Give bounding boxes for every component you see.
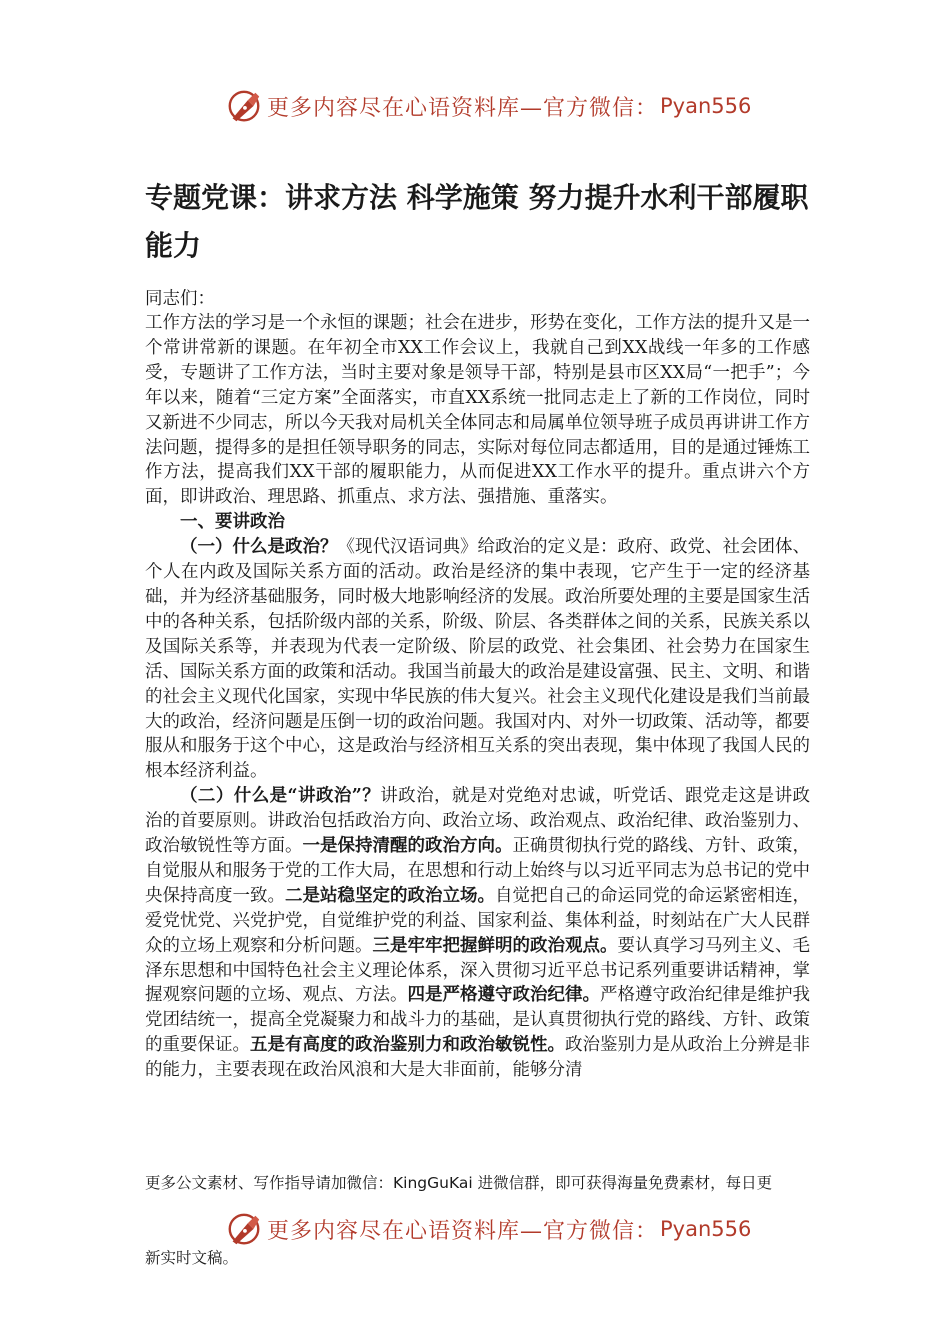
point-5-text: 政治鉴别力是从政治上分辨是非的能力，主要表现在政治风浪和大是大非面前，能够分清 (145, 1035, 810, 1081)
pen-nib-logo-icon (225, 1210, 263, 1248)
section-heading-text: 一、要讲政治 (180, 512, 285, 533)
banner-slogan: 更多内容尽在心语资料库—官方微信： (267, 95, 659, 121)
document-body (145, 311, 810, 1083)
header-banner (225, 86, 751, 126)
paragraph-2-text: 讲政治，就是对党绝对忠诚，听党话、跟党走这是讲政治的首要原则。讲政治包括政治方向、政治立场、政治观点、政治纪律、政治鉴别力、政治敏锐性等方面。 (145, 786, 810, 857)
intro-paragraph: 工作方法的学习是一个永恒的课题；社会在进步，形势在变化，工作方法的提升又是一个常讲常新的课题。在年初全市XX工作会议上，我就自己到XX战线一年多的工作感受，专题讲了工作方法，当时主要对象是领导干部，特别是县市区XX局“一把手”；今年以来，随着“三定方案”全面落实，市直XX系统一批同志走上了新的工作岗位，同时又新进不少同志，所以今天我对局机关全体同志和局属单位领导班子成员再讲讲工作方法问题，提得多的是担任领导职务的同志，实际对每位同志都适用，目的是通过锤炼工作方法，提高我们XX干部的履职能力，从而促进XX工作水平的提升。重点讲六个方面，即讲政治、理思路、抓重点、求方法、强措施、重落实。 (145, 313, 810, 508)
point-2-text: 自觉把自己的命运同党的命运紧密相连，爱党忧党、兴党护党，自觉维护党的利益、国家利益、集体利益，时刻站在广大人民群众的立场上观察和分析问题。 (145, 885, 810, 956)
paragraph-1-text: 《现代汉语词典》给政治的定义是：政府、政党、社会团体、个人在内政及国际关系方面的活动。政治是经济的集中表现，它产生于一定的经济基础，并为经济基础服务，同时极大地影响经济的发展。政治所要处理的主要是国家生活中的各种关系，包括阶级内部的关系，阶级、阶层、各类群体之间的关系，民族关系以及国际关系等，并表现为代表一定阶级、阶层的政党、社会集团、社会势力在国家生活、国际关系方面的政策和活动。我国当前最大的政治是建设富强、民主、文明、和谐的社会主义现代化国家，实现中华民族的伟大复兴。社会主义现代化建设是我们当前最大的政治，经济问题是压倒一切的政治问题。我国对内、对外一切政策、活动等，都要服从和服务于这个中心，这是政治与经济相互关系的突出表现，集中体现了我国人民的根本经济利益。 (145, 537, 810, 782)
point-4-heading: 四是严格遵守政治纪律。 (407, 985, 600, 1006)
subheading-2: （二）什么是“讲政治”？ (180, 786, 381, 807)
point-3-text: 要认真学习马列主义、毛泽东思想和中国特色社会主义理论体系，深入贯彻习近平总书记系列重要讲话精神，掌握观察问题的立场、观点、方法。 (145, 935, 810, 1006)
footer-promo-line: 更多公文素材、写作指导请加微信：KingGuKai 进微信群，即可获得海量免费素材，每日更 (145, 1174, 773, 1192)
point-1-text: 正确贯彻执行党的路线、方针、政策，自觉服从和服务于党的工作大局，在思想和行动上始终与以习近平同志为总书记的党中央保持高度一致。 (145, 836, 810, 906)
section-heading (145, 510, 810, 535)
banner-slogan: 更多内容尽在心语资料库—官方微信： (267, 1218, 659, 1244)
point-2-heading: 二是站稳坚定的政治立场。 (285, 885, 495, 906)
point-1-heading: 一是保持清醒的政治方向。 (302, 836, 513, 857)
salutation: 同志们： (145, 289, 215, 309)
point-3-heading: 三是牢牢把握鲜明的政治观点。 (372, 935, 618, 956)
paragraph-what-is-politics (145, 535, 810, 784)
subheading-1: （一）什么是政治？ (180, 537, 338, 558)
footer-promo-line-end: 新实时文稿。 (145, 1249, 239, 1267)
point-5-heading: 五是有高度的政治鉴别力和政治敏锐性。 (250, 1035, 565, 1056)
pen-nib-logo-icon (225, 87, 263, 125)
document-title: 专题党课：讲求方法 科学施策 努力提升水利干部履职能力 (145, 181, 809, 262)
banner-wechat-id: Pyan556 (660, 1217, 752, 1241)
footer-banner (225, 1209, 751, 1249)
paragraph-talk-politics (145, 784, 810, 1083)
banner-wechat-id: Pyan556 (660, 94, 752, 118)
point-4-text: 严格遵守政治纪律是维护我党团结统一，提高全党凝聚力和战斗力的基础，是认真贯彻执行党的路线、方针、政策的重要保证。 (145, 985, 810, 1056)
